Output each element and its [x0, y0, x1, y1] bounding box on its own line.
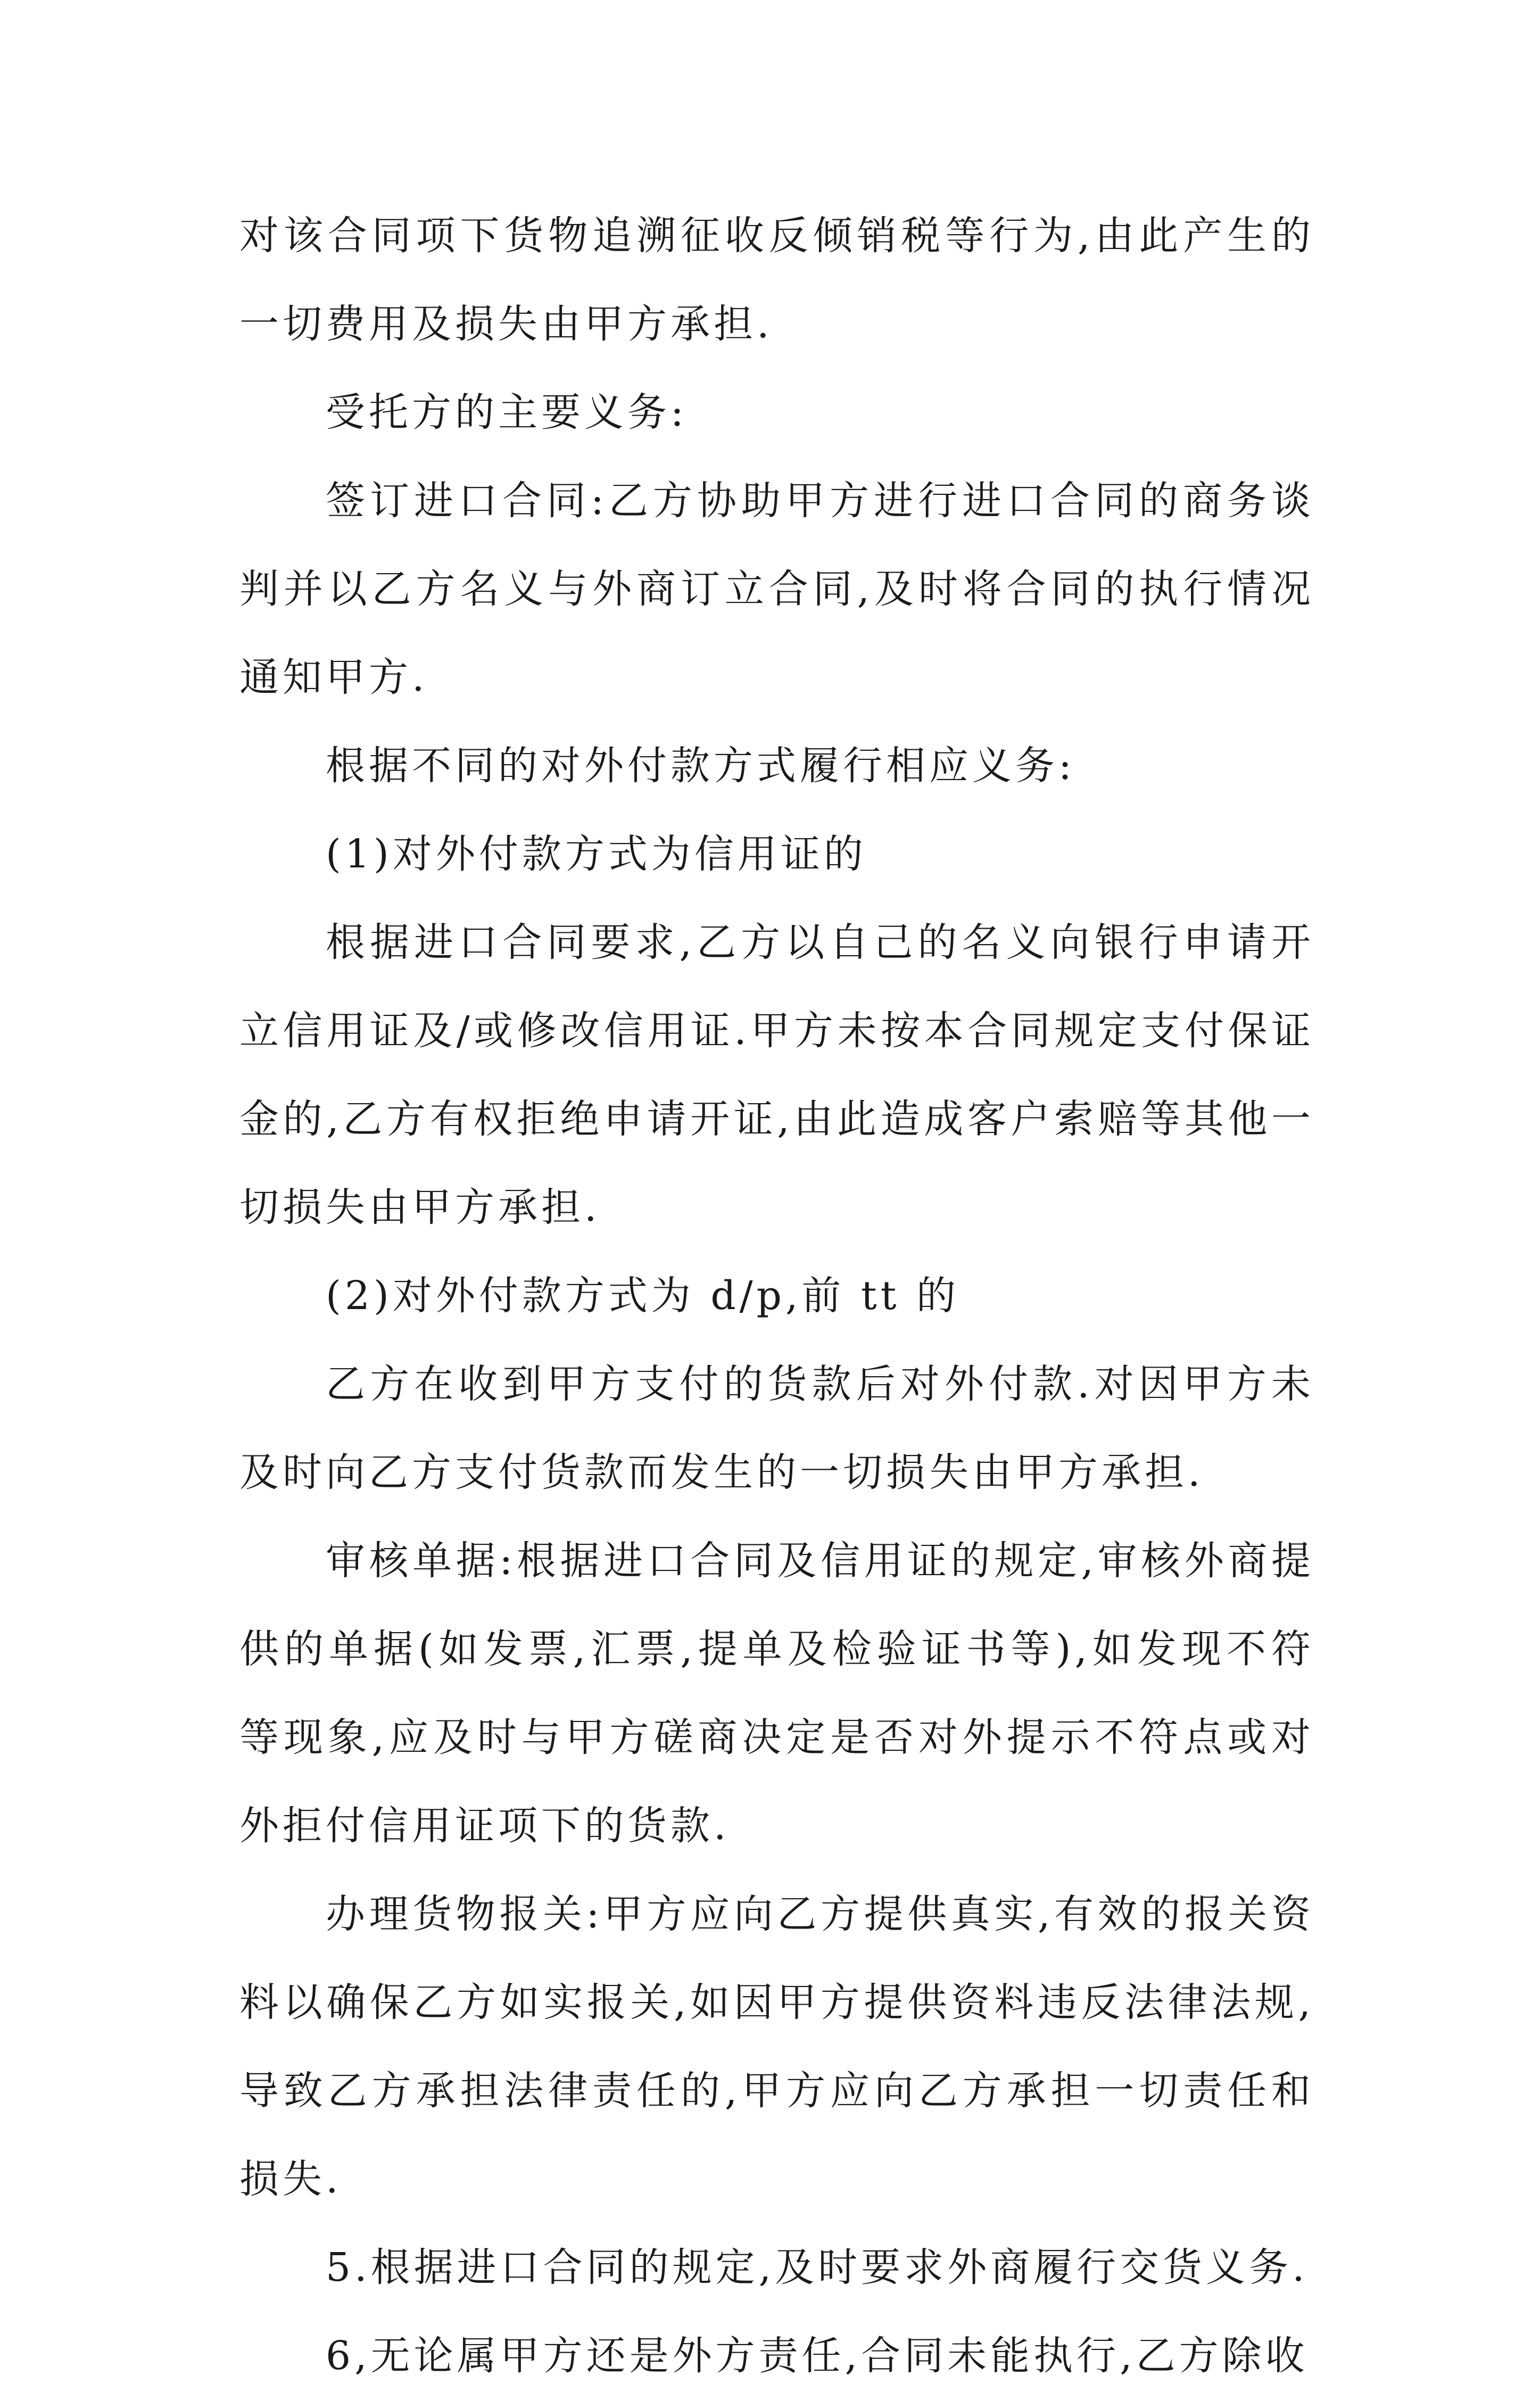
paragraph-6: 根据进口合同要求,乙方以自己的名义向银行申请开立信用证及/或修改信用证.甲方未按本合同规定支付保证金的,乙方有权拒绝申请开证,由此造成客户索赔等其他一切损失由甲方承担. [239, 920, 1314, 1230]
paragraph-3: 签订进口合同:乙方协助甲方进行进口合同的商务谈判并以乙方名义与外商订立合同,及时将合同的执行情况通知甲方. [239, 478, 1314, 700]
paragraph-4: 根据不同的对外付款方式履行相应义务: [326, 743, 1075, 789]
paragraph-7: (2)对外付款方式为 d/p,前 tt 的 [326, 1273, 960, 1319]
paragraph-2: 受托方的主要义务: [326, 390, 688, 435]
paragraph-10: 办理货物报关:甲方应向乙方提供真实,有效的报关资料以确保乙方如实报关,如因甲方提供资料违反法律法规,导致乙方承担法律责任的,甲方应向乙方承担一切责任和损失. [239, 1891, 1314, 2202]
paragraph-5: (1)对外付款方式为信用证的 [326, 831, 867, 877]
paragraph-9: 审核单据:根据进口合同及信用证的规定,审核外商提供的单据(如发票,汇票,提单及检验证书等),如发现不符等现象,应及时与甲方磋商决定是否对外提示不符点或对外拒付信用证项下的货款. [239, 1538, 1314, 1849]
paragraph-11: 5.根据进口合同的规定,及时要求外商履行交货义务. [326, 2245, 1309, 2290]
paragraph-1: 对该合同项下货物追溯征收反倾销税等行为,由此产生的一切费用及损失由甲方承担. [239, 213, 1314, 347]
paragraph-8: 乙方在收到甲方支付的货款后对外付款.对因甲方未及时向乙方支付货款而发生的一切损失由甲方承担. [239, 1361, 1314, 1495]
document-body [239, 192, 1314, 2400]
paragraph-12: 6,无论属甲方还是外方责任,合同未能执行,乙方除收 [326, 2333, 1309, 2379]
